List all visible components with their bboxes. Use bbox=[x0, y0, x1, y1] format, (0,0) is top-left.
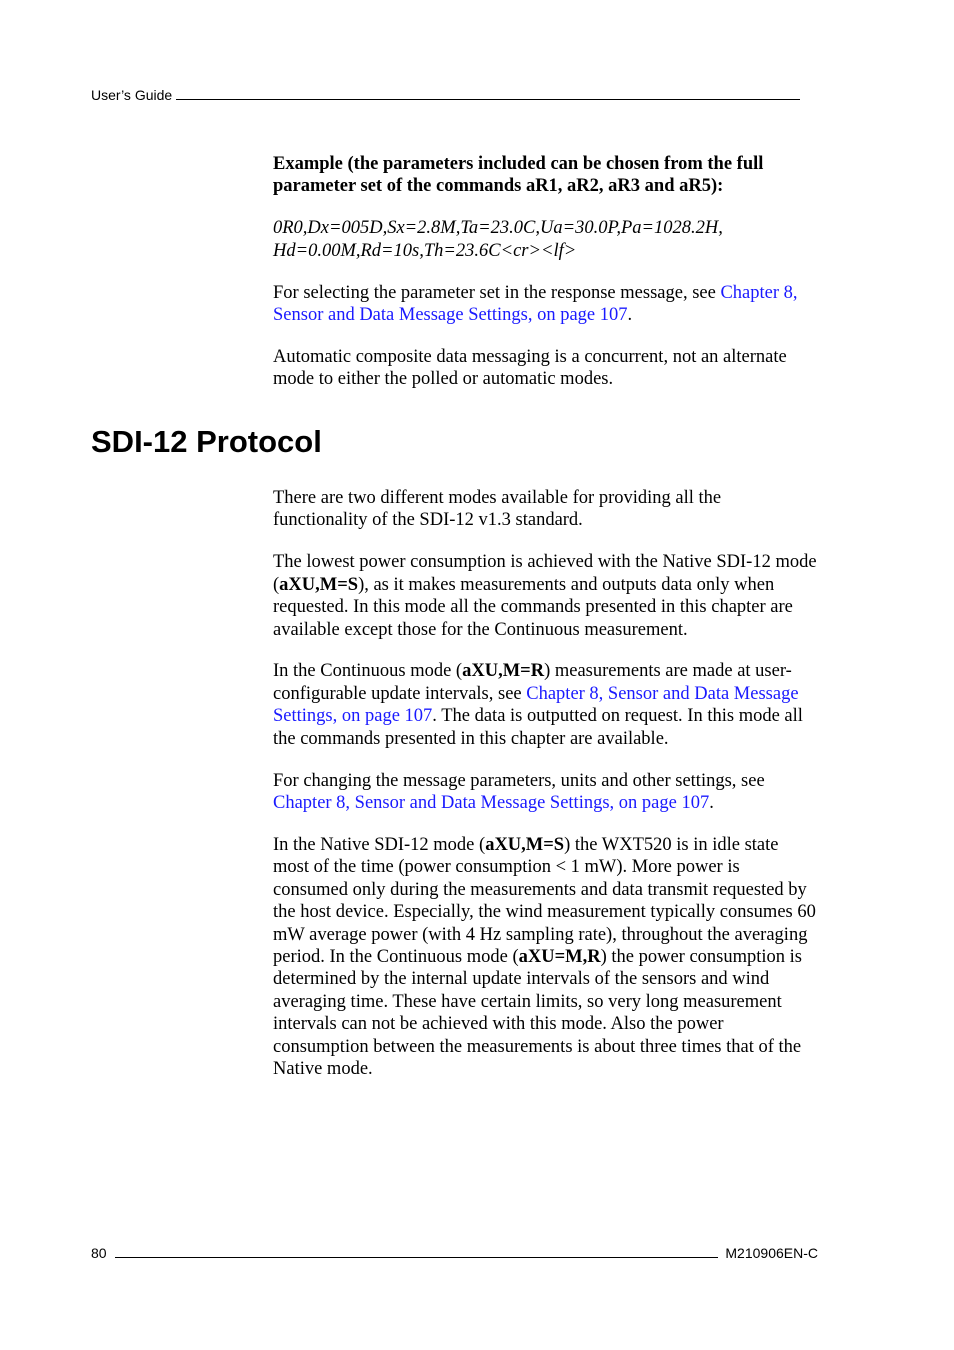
chapter-8-link[interactable]: Chapter 8, Sensor and Data Message Settings, on page 107 bbox=[273, 282, 798, 326]
composite-messaging-paragraph: Automatic composite data messaging is a concurrent, not an alternate mode to either the polled or automatic modes. bbox=[273, 346, 787, 390]
chapter-8-link[interactable]: Chapter 8, Sensor and Data Message Settings, on page 107 bbox=[273, 683, 799, 727]
example-line-1: 0R0,Dx=005D,Sx=2.8M,Ta=23.0C,Ua=30.0P,Pa=1028.2H, bbox=[273, 218, 723, 239]
command-code: aXU,M=R bbox=[462, 661, 545, 682]
para-text: ) the WXT520 is in idle state most of the time (power consumption < 1 mW). More power is consumed only during the measurements and data transmit requested by the host device. Especially, the wind measurement typically consumes 60 mW average power (with 4 Hz sampling rate), throughout the averaging period. In the Continuous mode ( bbox=[273, 834, 816, 967]
modes-paragraph: There are two different modes available for providing all the functionality of the SDI-12 v1.3 standard. bbox=[273, 488, 722, 531]
para-text: For selecting the parameter set in the response message, see bbox=[273, 282, 721, 303]
para-text: In the Continuous mode ( bbox=[273, 661, 463, 682]
section-title: SDI-12 Protocol bbox=[91, 424, 322, 459]
page-number: 80 bbox=[91, 1245, 107, 1261]
running-footer bbox=[91, 1244, 818, 1261]
sdi12-body bbox=[273, 487, 819, 1100]
para-end: . bbox=[627, 305, 633, 326]
para-text: . bbox=[709, 792, 714, 813]
para-text: ) the power consumption is determined by the internal update intervals of the sensors and wind averaging time. These have certain limits, so very long measurement intervals can not be achieved with this mode. Also the power consumption between the measurements is about three times that of the Native mode. bbox=[273, 946, 802, 1079]
para-text: The lowest power consumption is achieved with the Native SDI-12 mode ( bbox=[273, 552, 817, 595]
continuous-mode-paragraph bbox=[273, 660, 819, 750]
command-code: aXU,M=S bbox=[279, 574, 359, 595]
para-text: In the Native SDI-12 mode ( bbox=[273, 834, 486, 855]
footer-rule bbox=[115, 1244, 719, 1258]
example-line-2: Hd=0.00M,Rd=10s,Th=23.6C<cr><lf> bbox=[273, 240, 577, 261]
parameter-set-paragraph bbox=[273, 282, 819, 327]
power-consumption-paragraph bbox=[273, 834, 819, 1080]
header-rule bbox=[176, 86, 800, 100]
settings-paragraph bbox=[273, 770, 819, 815]
para-text: For changing the message parameters, units and other settings, see bbox=[273, 770, 765, 791]
running-header bbox=[91, 86, 811, 103]
para-text: ) measurements are made at user-configurable update intervals, see bbox=[273, 661, 792, 704]
command-code: aXU,M=S bbox=[485, 834, 565, 855]
command-code: aXU=M,R bbox=[518, 946, 601, 967]
example-block bbox=[273, 153, 819, 410]
example-message bbox=[273, 217, 819, 262]
native-mode-paragraph bbox=[273, 551, 819, 641]
para-text: . The data is outputted on request. In this mode all the commands presented in this chapter are available. bbox=[273, 706, 803, 749]
para-text: ), as it makes measurements and outputs data only when requested. In this mode all the commands presented in this chapter are available except those for the Continuous measurement. bbox=[273, 574, 793, 640]
example-heading: Example (the parameters included can be chosen from the full parameter set of the commands aR1, aR2, aR3 and aR5): bbox=[273, 154, 764, 197]
header-title: User’s Guide bbox=[91, 87, 173, 103]
chapter-8-link[interactable]: Chapter 8, Sensor and Data Message Settings, on page 107 bbox=[273, 792, 710, 813]
document-code: M210906EN-C bbox=[725, 1245, 818, 1261]
